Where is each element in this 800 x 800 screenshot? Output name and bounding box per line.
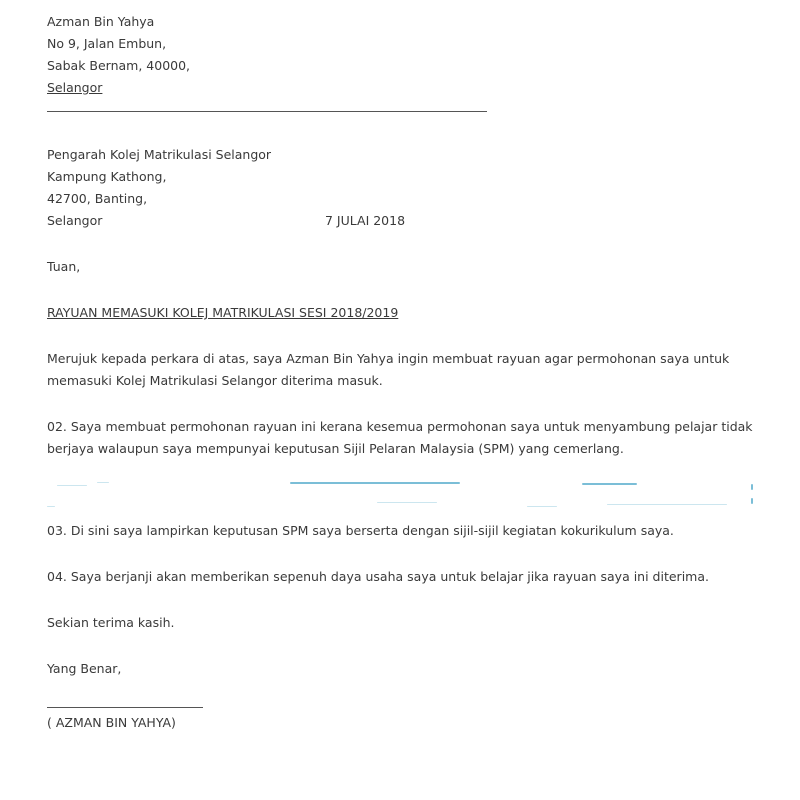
artifact-stroke — [607, 504, 727, 505]
artifact-stroke — [57, 485, 87, 486]
artifact-stroke — [582, 483, 637, 485]
recipient-line2: Kampung Kathong, — [47, 169, 167, 184]
signature-line — [47, 692, 203, 708]
header-separator — [47, 99, 487, 112]
closing-text: Sekian terima kasih. — [47, 615, 175, 630]
subject-heading: RAYUAN MEMASUKI KOLEJ MATRIKULASI SESI 2018/2019 — [47, 305, 399, 320]
salutation: Tuan, — [47, 259, 81, 274]
artifact-stroke — [527, 506, 557, 507]
paragraph-2 — [47, 416, 767, 460]
paragraph-1 — [47, 348, 767, 392]
artifact-stroke — [290, 482, 460, 484]
sender-address-line2: Sabak Bernam, 40000, — [47, 58, 191, 73]
artifact-stroke — [377, 502, 437, 503]
signature-name: ( AZMAN BIN YAHYA) — [47, 715, 176, 730]
recipient-line1: Pengarah Kolej Matrikulasi Selangor — [47, 147, 272, 162]
paragraph-3: 03. Di sini saya lampirkan keputusan SPM saya berserta dengan sijil-sijil kegiatan kokurikulum saya. — [47, 523, 674, 538]
artifact-stroke — [97, 482, 109, 483]
recipient-line3: 42700, Banting, — [47, 191, 148, 206]
sender-name: Azman Bin Yahya — [47, 14, 155, 29]
paragraph-4: 04. Saya berjanji akan memberikan sepenuh daya usaha saya untuk belajar jika rayuan saya ini diterima. — [47, 569, 709, 584]
paragraph-1-line2: memasuki Kolej Matrikulasi Selangor diterima masuk. — [47, 373, 383, 388]
letter — [47, 11, 767, 734]
artifact-stroke — [751, 498, 753, 504]
artifact-stroke — [751, 484, 753, 490]
letter-date: 7 JULAI 2018 — [325, 213, 406, 228]
paragraph-1-line1: Merujuk kepada perkara di atas, saya Azman Bin Yahya ingin membuat rayuan agar permohonan saya untuk — [47, 351, 730, 366]
faded-scan-artifact — [47, 460, 767, 520]
signoff-text: Yang Benar, — [47, 661, 122, 676]
recipient-line4: Selangor — [47, 213, 103, 228]
sender-address-line1: No 9, Jalan Embun, — [47, 36, 167, 51]
artifact-stroke — [47, 506, 55, 507]
sender-state: Selangor — [47, 80, 103, 95]
recipient-state-row — [47, 210, 767, 232]
paragraph-2-line1: 02. Saya membuat permohonan rayuan ini kerana kesemua permohonan saya untuk menyambung pelajar tidak — [47, 419, 753, 434]
paragraph-2-line2: berjaya walaupun saya mempunyai keputusan Sijil Pelaran Malaysia (SPM) yang cemerlang. — [47, 441, 624, 456]
